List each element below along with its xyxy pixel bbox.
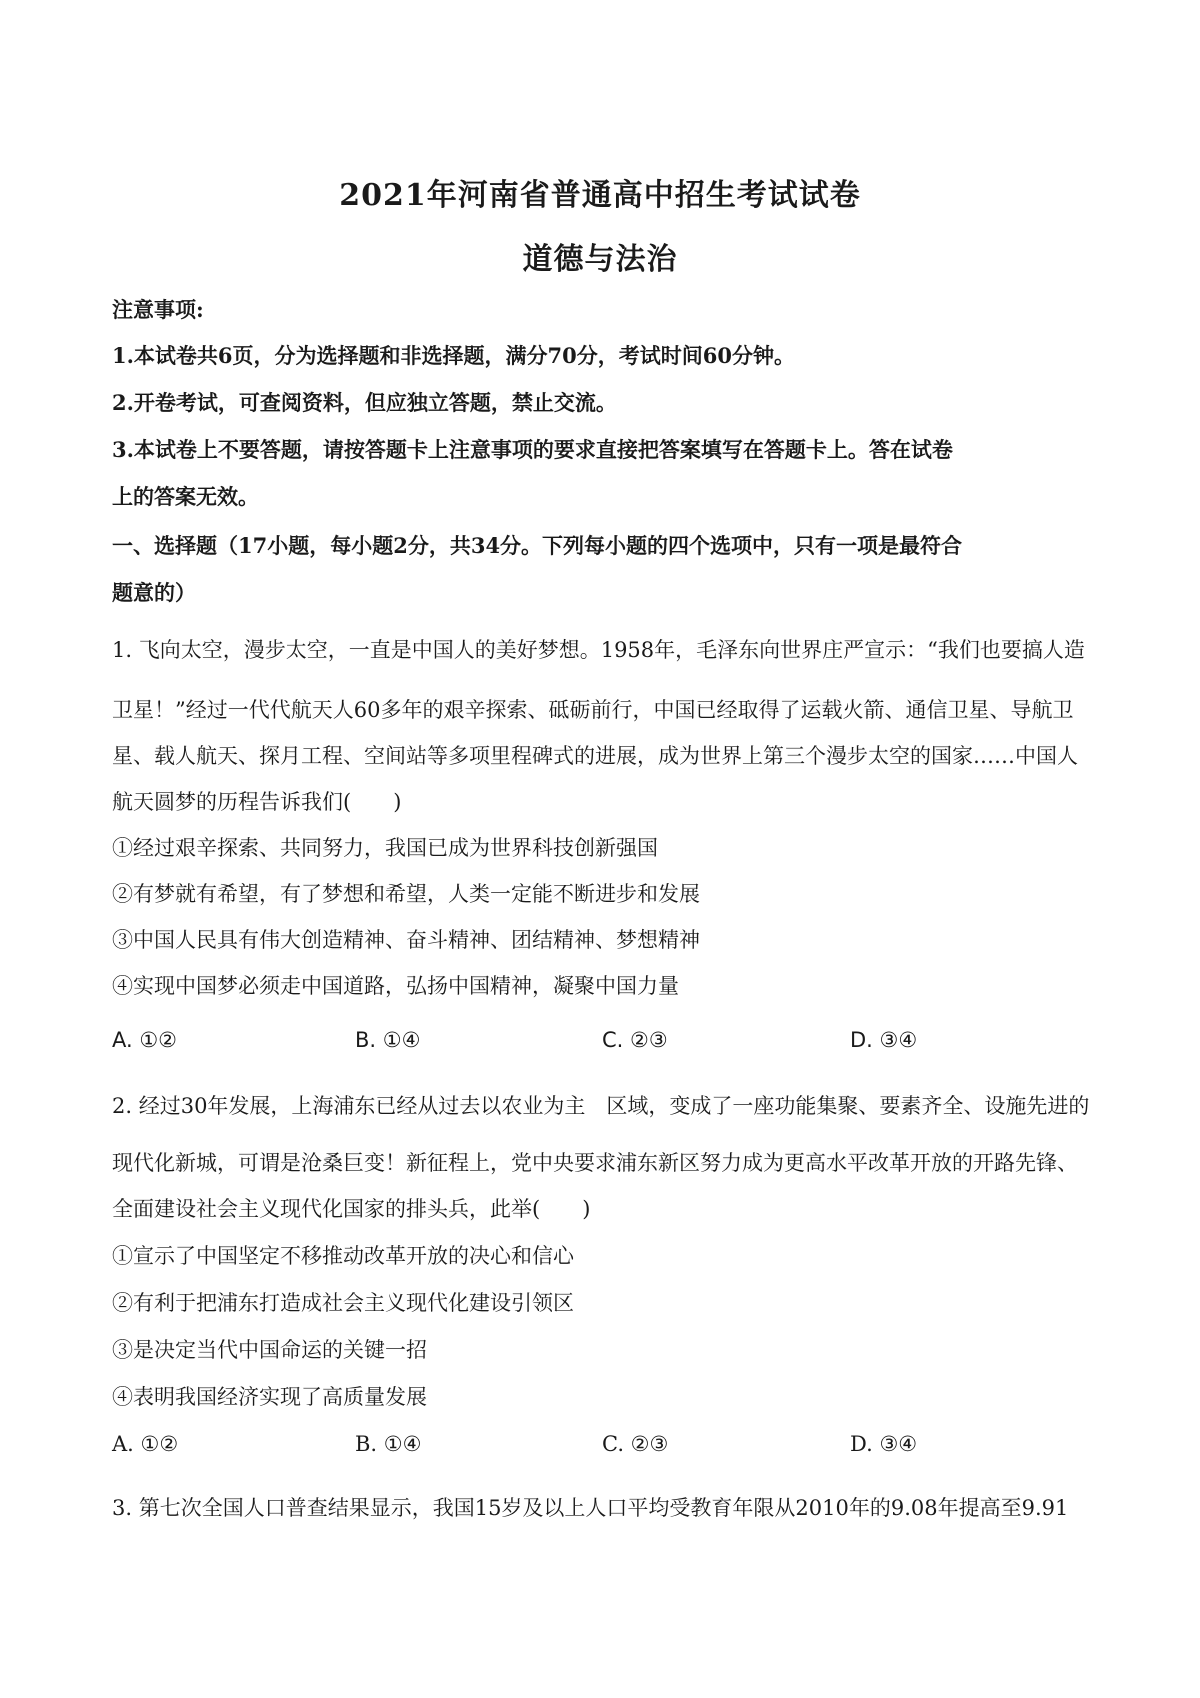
question-stem: 星、载人航天、探月工程、空间站等多项里程碑式的进展，成为世界上第三个漫步太空的国家……中国人 — [112, 744, 1078, 768]
notice-item: 2.开卷考试，可查阅资料，但应独立答题，禁止交流。 — [112, 390, 617, 415]
notice-heading: 注意事项: — [112, 297, 204, 322]
notice-item: 上的答案无效。 — [112, 484, 259, 509]
option-c: C. ②③ — [602, 1432, 669, 1456]
question-stem: 3. 第七次全国人口普查结果显示，我国15岁及以上人口平均受教育年限从2010年的9.08年提高至9.91 — [112, 1496, 1069, 1520]
question-stem: 航天圆梦的历程告诉我们( ) — [112, 790, 402, 814]
statement: ②有利于把浦东打造成社会主义现代化建设引领区 — [112, 1291, 574, 1315]
statement: ④表明我国经济实现了高质量发展 — [112, 1385, 427, 1409]
question-stem: 2. 经过30年发展，上海浦东已经从过去以农业为主 区域，变成了一座功能集聚、要素齐全、设施先进的 — [112, 1094, 1090, 1118]
question-stem: 1. 飞向太空，漫步太空，一直是中国人的美好梦想。1958年，毛泽东向世界庄严宣示：“我们也要搞人造 — [112, 638, 1085, 662]
statement: ③中国人民具有伟大创造精神、奋斗精神、团结精神、梦想精神 — [112, 928, 700, 952]
option-b: B. ①④ — [355, 1432, 422, 1456]
option-b: B. ①④ — [355, 1028, 421, 1052]
option-a: A. ①② — [112, 1432, 179, 1456]
exam-title: 2021年河南省普通高中招生考试试卷 — [339, 178, 861, 213]
notice-item: 3.本试卷上不要答题，请按答题卡上注意事项的要求直接把答案填写在答题卡上。答在试卷 — [112, 437, 953, 462]
question-stem: 现代化新城，可谓是沧桑巨变！新征程上，党中央要求浦东新区努力成为更高水平改革开放的开路先锋、 — [112, 1151, 1078, 1175]
notice-item: 1.本试卷共6页，分为选择题和非选择题，满分70分，考试时间60分钟。 — [112, 343, 795, 368]
option-d: D. ③④ — [850, 1432, 918, 1456]
question-stem: 全面建设社会主义现代化国家的排头兵，此举( ) — [112, 1197, 591, 1221]
statement: ①宣示了中国坚定不移推动改革开放的决心和信心 — [112, 1244, 574, 1268]
section-heading: 题意的） — [112, 580, 196, 605]
statement: ①经过艰辛探索、共同努力，我国已成为世界科技创新强国 — [112, 836, 658, 860]
option-a: A. ①② — [112, 1028, 177, 1052]
statement: ②有梦就有希望，有了梦想和希望，人类一定能不断进步和发展 — [112, 882, 700, 906]
question-stem: 卫星！”经过一代代航天人60多年的艰辛探索、砥砺前行，中国已经取得了运载火箭、通信卫星、导航卫 — [112, 698, 1074, 722]
subject-title: 道德与法治 — [522, 242, 678, 277]
option-d: D. ③④ — [850, 1028, 918, 1052]
option-c: C. ②③ — [602, 1028, 668, 1052]
statement: ③是决定当代中国命运的关键一招 — [112, 1338, 427, 1362]
statement: ④实现中国梦必须走中国道路，弘扬中国精神，凝聚中国力量 — [112, 974, 679, 998]
section-heading: 一、选择题（17小题，每小题2分，共34分。下列每小题的四个选项中，只有一项是最符合 — [112, 533, 963, 558]
